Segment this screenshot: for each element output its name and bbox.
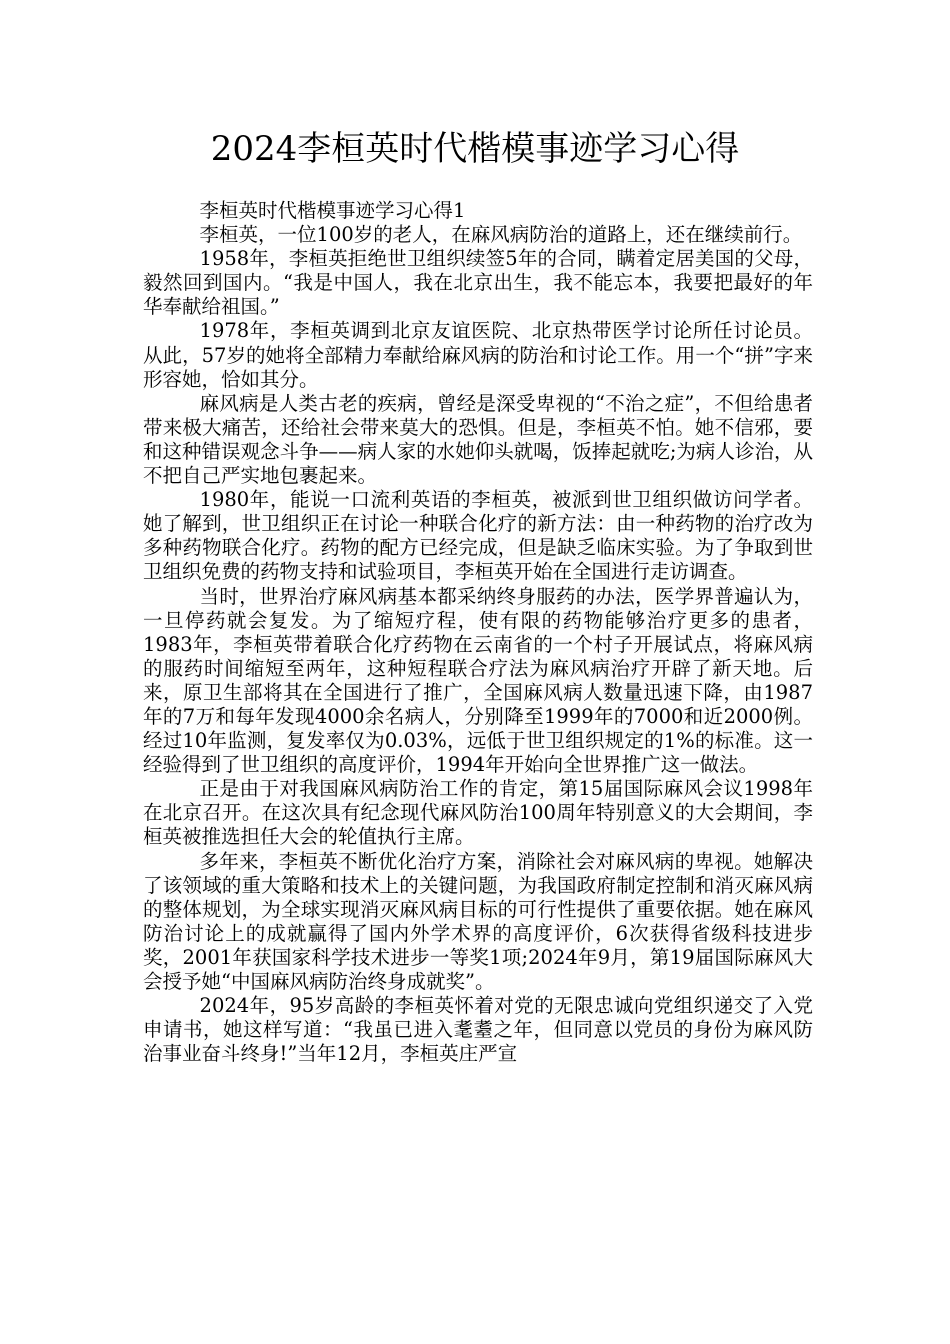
section-subheading: 李桓英时代楷模事迹学习心得1: [199, 199, 466, 222]
paragraph: 正是由于对我国麻风病防治工作的肯定，第15届国际麻风会议1998年在北京召开。在这次具有纪念现代麻风防治100周年特别意义的大会期间，李桓英被推选担任大会的轮值执行主席。: [143, 777, 813, 849]
document-body: [143, 199, 813, 1066]
document-title: 2024李桓英时代楷模事迹学习心得: [210, 129, 740, 169]
paragraph: 1978年，李桓英调到北京友谊医院、北京热带医学讨论所任讨论员。从此，57岁的她将全部精力奉献给麻风病的防治和讨论工作。用一个“拼”字来形容她，恰如其分。: [143, 319, 813, 391]
paragraph: 李桓英，一位100岁的老人，在麻风病防治的道路上，还在继续前行。: [199, 223, 803, 247]
paragraph: 麻风病是人类古老的疾病，曾经是深受卑视的“不治之症”，不但给患者带来极大痛苦，还给社会带来莫大的恐惧。但是，李桓英不怕。她不信邪，要和这种错误观念斗争——病人家的水她仰头就喝，饭捧起就吃;为病人诊治，从不把自己严实地包裹起来。: [143, 391, 813, 488]
paragraph: 多年来，李桓英不断优化治疗方案，消除社会对麻风病的卑视。她解决了该领域的重大策略和技术上的关键问题，为我国政府制定控制和消灭麻风病的整体规划，为全球实现消灭麻风病目标的可行性提供了重要依据。她在麻风防治讨论上的成就赢得了国内外学术界的高度评价，6次获得省级科技进步奖，2001年获国家科学技术进步一等奖1项;2024年9月，第19届国际麻风大会授予她“中国麻风病防治终身成就奖”。: [143, 849, 813, 993]
paragraph: 1980年，能说一口流利英语的李桓英，被派到世卫组织做访问学者。她了解到，世卫组织正在讨论一种联合化疗的新方法：由一种药物的治疗改为多种药物联合化疗。药物的配方已经完成，但是缺乏临床实验。为了争取到世卫组织免费的药物支持和试验项目，李桓英开始在全国进行走访调查。: [143, 488, 813, 584]
paragraph: 1958年，李桓英拒绝世卫组织续签5年的合同，瞒着定居美国的父母，毅然回到国内。“我是中国人，我在北京出生，我不能忘本，我要把最好的年华奉献给祖国。”: [143, 247, 813, 319]
paragraph: 当时，世界治疗麻风病基本都采纳终身服药的办法，医学界普遍认为，一旦停药就会复发。为了缩短疗程，使有限的药物能够治疗更多的患者，1983年，李桓英带着联合化疗药物在云南省的一个村子开展试点，将麻风病的服药时间缩短至两年，这种短程联合疗法为麻风病治疗开辟了新天地。后来，原卫生部将其在全国进行了推广，全国麻风病人数量迅速下降，由1987年的7万和每年发现4000余名病人，分别降至1999年的7000和近2000例。经过10年监测，复发率仅为0.03%，远低于世卫组织规定的1%的标准。这一经验得到了世卫组织的高度评价，1994年开始向全世界推广这一做法。: [143, 584, 813, 777]
paragraph: 2024年，95岁高龄的李桓英怀着对党的无限忠诚向党组织递交了入党申请书，她这样写道：“我虽已进入耄耋之年，但同意以党员的身份为麻风防治事业奋斗终身!”当年12月，李桓英庄严宣: [143, 994, 813, 1066]
